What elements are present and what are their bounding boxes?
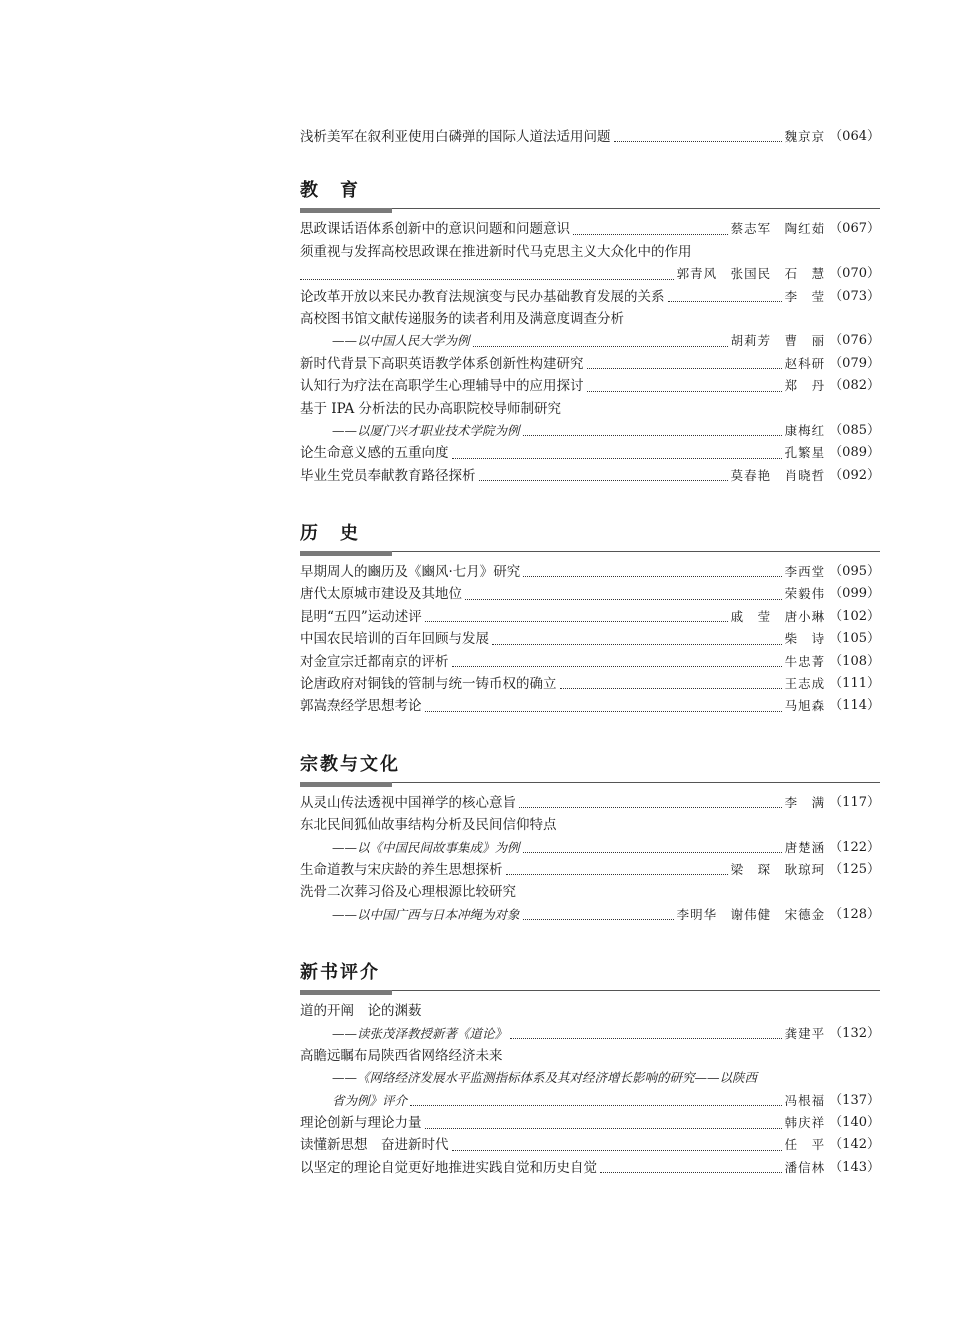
- entry-page: （073）: [829, 288, 880, 304]
- entry-author: 魏京京: [784, 128, 826, 144]
- entry-author: 冯根福: [784, 1092, 826, 1108]
- entry-author: 李 满: [784, 794, 826, 810]
- entry-title: 郭嵩焘经学思想考论: [300, 698, 422, 715]
- entry-page: （132）: [829, 1025, 880, 1041]
- toc-entry-top: [300, 126, 880, 148]
- entry-title: 洗骨二次葬习俗及心理根源比较研究: [300, 884, 516, 901]
- entry-page: （125）: [829, 861, 880, 877]
- dot-leader: [492, 644, 782, 645]
- section-gap: [300, 487, 880, 521]
- toc-row: [300, 673, 880, 695]
- entry-title: 理论创新与理论力量: [300, 1115, 422, 1132]
- section-rule: [300, 988, 880, 996]
- toc-row: [300, 241, 880, 263]
- toc-section: [300, 178, 880, 487]
- entry-subtitle: ——以厦门兴才职业技术学院为例: [332, 422, 520, 438]
- section-heading: 宗教与文化: [300, 753, 400, 775]
- entry-page: （137）: [829, 1092, 880, 1108]
- entry-author: 赵科研: [784, 355, 826, 371]
- toc-row: [300, 308, 880, 330]
- dot-leader: [668, 301, 782, 302]
- toc-row: [300, 561, 880, 583]
- entry-page: （070）: [829, 266, 880, 282]
- entry-author: 蔡志军 陶红茹: [730, 221, 826, 237]
- toc-row: [300, 286, 880, 308]
- entry-page: （095）: [829, 564, 880, 580]
- toc-row: [300, 1045, 880, 1067]
- dot-leader: [410, 1105, 782, 1106]
- toc-sections: [300, 178, 880, 1179]
- dot-leader: [587, 391, 782, 392]
- dot-leader: [425, 1128, 782, 1129]
- dot-leader: [506, 874, 728, 875]
- entry-title: 毕业生党员奉献教育路径探析: [300, 467, 476, 484]
- toc-row: [300, 792, 880, 814]
- entry-page: （092）: [829, 467, 880, 483]
- entry-page: （082）: [829, 378, 880, 394]
- entry-author: 潘信林: [784, 1159, 826, 1175]
- entry-author: 胡莉芳 曹 丽: [730, 333, 826, 349]
- section-heading: 新书评介: [300, 962, 380, 984]
- entry-subtitle: 省为例》评介: [332, 1092, 408, 1108]
- entry-author: 康梅红: [784, 422, 826, 438]
- entry-author: 李明华 谢伟健 宋德金: [676, 906, 826, 922]
- dot-leader: [300, 279, 674, 280]
- toc-row: [300, 420, 880, 442]
- entry-author: 龚建平: [784, 1025, 826, 1041]
- entry-page: （117）: [829, 794, 880, 810]
- entry-title: 东北民间狐仙故事结构分析及民间信仰特点: [300, 817, 557, 834]
- toc-row: [300, 442, 880, 464]
- entry-title: 须重视与发挥高校思政课在推进新时代马克思主义大众化中的作用: [300, 243, 692, 260]
- entry-author: 马旭森: [784, 698, 826, 714]
- dot-leader: [573, 234, 728, 235]
- entry-page: （064）: [829, 128, 880, 144]
- entry-subtitle: ——《网络经济发展水平监测指标体系及其对经济增长影响的研究——以陕西: [332, 1070, 758, 1086]
- entry-subtitle: ——以中国人民大学为例: [332, 333, 470, 349]
- entry-page: （128）: [829, 906, 880, 922]
- entry-title: 读懂新思想 奋进新时代: [300, 1137, 449, 1154]
- section-gap: [300, 718, 880, 752]
- dot-leader: [425, 711, 782, 712]
- entry-title: 高校图书馆文献传递服务的读者利用及满意度调查分析: [300, 310, 624, 327]
- toc-row: [300, 904, 880, 926]
- section-rule: [300, 206, 880, 214]
- dot-leader: [510, 1038, 782, 1039]
- toc-row: [300, 606, 880, 628]
- entry-author: 莫春艳 肖晓哲: [730, 467, 826, 483]
- dot-leader: [425, 621, 728, 622]
- section-gap: [300, 926, 880, 960]
- entry-page: （099）: [829, 586, 880, 602]
- toc-row: [300, 583, 880, 605]
- entry-author: 李西堂: [784, 564, 826, 580]
- entry-page: （076）: [829, 333, 880, 349]
- entry-subtitle: ——以《中国民间故事集成》为例: [332, 839, 520, 855]
- toc-row: [300, 465, 880, 487]
- entry-title: 早期周人的豳历及《豳风·七月》研究: [300, 564, 521, 581]
- table-of-contents: [300, 126, 880, 1179]
- section-heading: 教 育: [300, 180, 360, 202]
- entry-page: （102）: [829, 608, 880, 624]
- toc-row: [300, 628, 880, 650]
- entry-title: 唐代太原城市建设及其地位: [300, 586, 462, 603]
- toc-row: [300, 1090, 880, 1112]
- entry-title: 思政课话语体系创新中的意识问题和问题意识: [300, 221, 570, 238]
- toc-row: [300, 1157, 880, 1179]
- dot-leader: [465, 599, 782, 600]
- toc-row: [300, 1067, 880, 1089]
- toc-row: [300, 263, 880, 285]
- entry-author: 戚 莹 唐小琳: [730, 608, 826, 624]
- toc-section: [300, 960, 880, 1179]
- entry-title: 论改革开放以来民办教育法规演变与民办基础教育发展的关系: [300, 288, 665, 305]
- dot-leader: [614, 141, 782, 142]
- dot-leader: [523, 852, 782, 853]
- entry-page: （111）: [829, 676, 880, 692]
- toc-row: [300, 330, 880, 352]
- toc-row: [300, 837, 880, 859]
- entry-page: （085）: [829, 422, 880, 438]
- dot-leader: [523, 576, 781, 577]
- entry-subtitle: ——以中国广西与日本冲绳为对象: [332, 906, 520, 922]
- entry-author: 孔繁星: [784, 445, 826, 461]
- entry-author: 郑 丹: [784, 378, 826, 394]
- entry-author: 柴 诗: [784, 631, 826, 647]
- toc-row: [300, 126, 880, 148]
- toc-section: [300, 521, 880, 718]
- entry-title: 浅析美军在叙利亚使用白磷弹的国际人道法适用问题: [300, 128, 611, 145]
- toc-row: [300, 859, 880, 881]
- toc-row: [300, 1000, 880, 1022]
- entry-page: （143）: [829, 1159, 880, 1175]
- entry-title: 认知行为疗法在高职学生心理辅导中的应用探讨: [300, 378, 584, 395]
- entry-page: （067）: [829, 221, 880, 237]
- entry-title: 对金宣宗迁都南京的评析: [300, 653, 449, 670]
- rule-bar: [300, 782, 392, 787]
- dot-leader: [452, 458, 782, 459]
- entry-title: 中国农民培训的百年回顾与发展: [300, 631, 489, 648]
- entry-title: 新时代背景下高职英语教学体系创新性构建研究: [300, 355, 584, 372]
- rule-bar: [300, 551, 392, 556]
- entry-author: 荣毅伟: [784, 586, 826, 602]
- entry-author: 李 莹: [784, 288, 826, 304]
- entry-page: （108）: [829, 653, 880, 669]
- entry-page: （114）: [829, 698, 880, 714]
- dot-leader: [523, 919, 674, 920]
- entry-title: 道的开阐 论的渊薮: [300, 1003, 422, 1020]
- toc-row: [300, 218, 880, 240]
- toc-row: [300, 695, 880, 717]
- entry-page: （079）: [829, 355, 880, 371]
- dot-leader: [523, 435, 782, 436]
- entry-title: 生命道教与宋庆龄的养生思想探析: [300, 861, 503, 878]
- rule-bar: [300, 208, 392, 213]
- entry-author: 梁 琛 耿琼珂: [730, 861, 826, 877]
- dot-leader: [452, 666, 782, 667]
- entry-title: 从灵山传法透视中国禅学的核心意旨: [300, 794, 516, 811]
- entry-author: 韩庆祥: [784, 1115, 826, 1131]
- entry-page: （105）: [829, 631, 880, 647]
- entry-author: 郭青风 张国民 石 慧: [676, 266, 826, 282]
- toc-section: [300, 752, 880, 926]
- dot-leader: [479, 480, 728, 481]
- entry-author: 唐楚涵: [784, 839, 826, 855]
- entry-title: 论生命意义感的五重向度: [300, 445, 449, 462]
- toc-row: [300, 1023, 880, 1045]
- toc-row: [300, 881, 880, 903]
- entry-author: 牛忠菁: [784, 653, 826, 669]
- entry-page: （089）: [829, 445, 880, 461]
- toc-row: [300, 398, 880, 420]
- dot-leader: [452, 1150, 782, 1151]
- section-heading: 历 史: [300, 523, 360, 545]
- toc-row: [300, 375, 880, 397]
- entry-subtitle: ——读张茂泽教授新著《道论》: [332, 1025, 508, 1041]
- toc-row: [300, 1112, 880, 1134]
- entry-title: 昆明“五四”运动述评: [300, 608, 422, 625]
- entry-author: 任 平: [784, 1137, 826, 1153]
- dot-leader: [519, 807, 782, 808]
- entry-title: 高瞻远瞩布局陕西省网络经济未来: [300, 1047, 503, 1064]
- toc-row: [300, 814, 880, 836]
- entry-page: （122）: [829, 839, 880, 855]
- entry-title: 以坚定的理论自觉更好地推进实践自觉和历史自觉: [300, 1159, 597, 1176]
- entry-page: （140）: [829, 1115, 880, 1131]
- entry-page: （142）: [829, 1137, 880, 1153]
- rule-bar: [300, 990, 392, 995]
- section-rule: [300, 780, 880, 788]
- section-rule: [300, 549, 880, 557]
- dot-leader: [587, 368, 782, 369]
- toc-row: [300, 353, 880, 375]
- toc-row: [300, 1135, 880, 1157]
- entry-title: 论唐政府对铜钱的管制与统一铸币权的确立: [300, 676, 557, 693]
- entry-title: 基于 IPA 分析法的民办高职院校导师制研究: [300, 400, 562, 417]
- dot-leader: [600, 1172, 782, 1173]
- dot-leader: [473, 346, 728, 347]
- dot-leader: [560, 688, 782, 689]
- entry-author: 王志成: [784, 676, 826, 692]
- toc-row: [300, 651, 880, 673]
